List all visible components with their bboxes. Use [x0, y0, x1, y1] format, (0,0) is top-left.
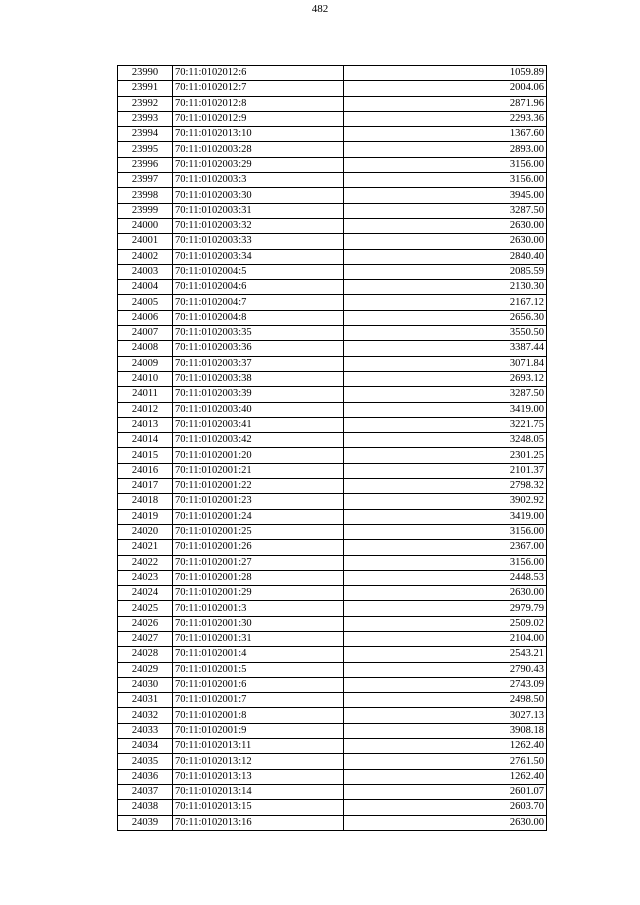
cadastral-number-cell: 70:11:0102001:21	[173, 463, 344, 478]
row-number-cell: 24036	[118, 769, 173, 784]
cadastral-number-cell: 70:11:0102001:24	[173, 509, 344, 524]
row-number-cell: 24031	[118, 693, 173, 708]
cadastral-number-cell: 70:11:0102003:3	[173, 173, 344, 188]
table-row	[118, 693, 547, 708]
table-row	[118, 769, 547, 784]
value-cell: 1262.40	[344, 769, 547, 784]
row-number-cell: 23999	[118, 203, 173, 218]
row-number-cell: 24021	[118, 540, 173, 555]
value-cell: 2790.43	[344, 662, 547, 677]
row-number-cell: 24029	[118, 662, 173, 677]
cadastral-number-cell: 70:11:0102003:32	[173, 218, 344, 233]
value-cell: 3221.75	[344, 417, 547, 432]
cadastral-number-cell: 70:11:0102001:20	[173, 448, 344, 463]
cadastral-number-cell: 70:11:0102001:30	[173, 616, 344, 631]
value-cell: 2979.79	[344, 601, 547, 616]
cadastral-number-cell: 70:11:0102003:40	[173, 402, 344, 417]
cadastral-number-cell: 70:11:0102003:41	[173, 417, 344, 432]
cadastral-number-cell: 70:11:0102001:7	[173, 693, 344, 708]
table-row	[118, 356, 547, 371]
value-cell: 2543.21	[344, 647, 547, 662]
table-row	[118, 616, 547, 631]
cadastral-number-cell: 70:11:0102013:16	[173, 815, 344, 830]
value-cell: 3287.50	[344, 203, 547, 218]
cadastral-number-cell: 70:11:0102001:6	[173, 677, 344, 692]
table-row	[118, 326, 547, 341]
row-number-cell: 24039	[118, 815, 173, 830]
table-row	[118, 280, 547, 295]
row-number-cell: 24019	[118, 509, 173, 524]
cadastral-number-cell: 70:11:0102012:9	[173, 111, 344, 126]
cadastral-number-cell: 70:11:0102013:11	[173, 739, 344, 754]
row-number-cell: 24002	[118, 249, 173, 264]
value-cell: 2743.09	[344, 677, 547, 692]
value-cell: 3419.00	[344, 402, 547, 417]
table-row	[118, 157, 547, 172]
table-row	[118, 371, 547, 386]
value-cell: 2630.00	[344, 234, 547, 249]
row-number-cell: 24026	[118, 616, 173, 631]
value-cell: 2509.02	[344, 616, 547, 631]
value-cell: 2761.50	[344, 754, 547, 769]
row-number-cell: 24037	[118, 784, 173, 799]
cadastral-number-cell: 70:11:0102013:12	[173, 754, 344, 769]
cadastral-number-cell: 70:11:0102003:36	[173, 341, 344, 356]
value-cell: 3071.84	[344, 356, 547, 371]
value-cell: 2130.30	[344, 280, 547, 295]
table-row	[118, 249, 547, 264]
cadastral-number-cell: 70:11:0102012:6	[173, 66, 344, 81]
value-cell: 3902.92	[344, 494, 547, 509]
cadastral-number-cell: 70:11:0102003:34	[173, 249, 344, 264]
value-cell: 2656.30	[344, 310, 547, 325]
value-cell: 2293.36	[344, 111, 547, 126]
table-row	[118, 203, 547, 218]
cadastral-number-cell: 70:11:0102001:29	[173, 586, 344, 601]
row-number-cell: 24007	[118, 326, 173, 341]
cadastral-number-cell: 70:11:0102003:29	[173, 157, 344, 172]
row-number-cell: 24035	[118, 754, 173, 769]
table-row	[118, 647, 547, 662]
cadastral-number-cell: 70:11:0102001:9	[173, 723, 344, 738]
row-number-cell: 24011	[118, 387, 173, 402]
cadastral-number-cell: 70:11:0102003:42	[173, 433, 344, 448]
value-cell: 2840.40	[344, 249, 547, 264]
table-row	[118, 341, 547, 356]
table-row	[118, 81, 547, 96]
row-number-cell: 24023	[118, 570, 173, 585]
table-row	[118, 111, 547, 126]
table-row	[118, 479, 547, 494]
table-row	[118, 264, 547, 279]
cadastral-number-cell: 70:11:0102001:28	[173, 570, 344, 585]
table-row	[118, 586, 547, 601]
cadastral-number-cell: 70:11:0102003:35	[173, 326, 344, 341]
value-cell: 2871.96	[344, 96, 547, 111]
table-row	[118, 723, 547, 738]
table-row	[118, 402, 547, 417]
cadastral-number-cell: 70:11:0102001:3	[173, 601, 344, 616]
value-cell: 1262.40	[344, 739, 547, 754]
table-row	[118, 815, 547, 830]
row-number-cell: 24012	[118, 402, 173, 417]
cadastral-number-cell: 70:11:0102001:5	[173, 662, 344, 677]
cadastral-number-cell: 70:11:0102013:13	[173, 769, 344, 784]
cadastral-number-cell: 70:11:0102013:10	[173, 127, 344, 142]
row-number-cell: 23998	[118, 188, 173, 203]
value-cell: 3387.44	[344, 341, 547, 356]
value-cell: 3156.00	[344, 173, 547, 188]
row-number-cell: 24027	[118, 631, 173, 646]
table-row	[118, 448, 547, 463]
row-number-cell: 24006	[118, 310, 173, 325]
table-row	[118, 96, 547, 111]
cadastral-number-cell: 70:11:0102001:23	[173, 494, 344, 509]
row-number-cell: 23993	[118, 111, 173, 126]
table-row	[118, 433, 547, 448]
table-row	[118, 494, 547, 509]
row-number-cell: 24013	[118, 417, 173, 432]
table-row	[118, 463, 547, 478]
value-cell: 3027.13	[344, 708, 547, 723]
table-row	[118, 417, 547, 432]
cadastral-number-cell: 70:11:0102001:8	[173, 708, 344, 723]
row-number-cell: 24020	[118, 524, 173, 539]
table-row	[118, 570, 547, 585]
table-row	[118, 708, 547, 723]
cadastral-number-cell: 70:11:0102003:37	[173, 356, 344, 371]
table-row	[118, 387, 547, 402]
table-row	[118, 188, 547, 203]
cadastral-number-cell: 70:11:0102003:39	[173, 387, 344, 402]
cadastral-number-cell: 70:11:0102012:7	[173, 81, 344, 96]
cadastral-number-cell: 70:11:0102013:14	[173, 784, 344, 799]
row-number-cell: 24005	[118, 295, 173, 310]
row-number-cell: 24038	[118, 800, 173, 815]
value-cell: 2167.12	[344, 295, 547, 310]
value-cell: 2693.12	[344, 371, 547, 386]
value-cell: 2101.37	[344, 463, 547, 478]
cadastral-number-cell: 70:11:0102003:33	[173, 234, 344, 249]
row-number-cell: 24022	[118, 555, 173, 570]
row-number-cell: 24028	[118, 647, 173, 662]
row-number-cell: 24000	[118, 218, 173, 233]
table-row	[118, 800, 547, 815]
row-number-cell: 24030	[118, 677, 173, 692]
page-number: 482	[311, 3, 329, 15]
row-number-cell: 24034	[118, 739, 173, 754]
value-cell: 2893.00	[344, 142, 547, 157]
registry-table	[117, 65, 547, 831]
table-row	[118, 540, 547, 555]
cadastral-number-cell: 70:11:0102004:6	[173, 280, 344, 295]
value-cell: 2085.59	[344, 264, 547, 279]
row-number-cell: 24033	[118, 723, 173, 738]
cadastral-number-cell: 70:11:0102003:38	[173, 371, 344, 386]
row-number-cell: 23996	[118, 157, 173, 172]
row-number-cell: 23990	[118, 66, 173, 81]
row-number-cell: 24004	[118, 280, 173, 295]
table-row	[118, 662, 547, 677]
value-cell: 2498.50	[344, 693, 547, 708]
value-cell: 3156.00	[344, 524, 547, 539]
value-cell: 2367.00	[344, 540, 547, 555]
value-cell: 2448.53	[344, 570, 547, 585]
value-cell: 2630.00	[344, 218, 547, 233]
table-row	[118, 784, 547, 799]
value-cell: 1059.89	[344, 66, 547, 81]
cadastral-number-cell: 70:11:0102012:8	[173, 96, 344, 111]
value-cell: 1367.60	[344, 127, 547, 142]
value-cell: 3945.00	[344, 188, 547, 203]
registry-table-body	[118, 66, 547, 831]
value-cell: 3156.00	[344, 157, 547, 172]
row-number-cell: 23997	[118, 173, 173, 188]
cadastral-number-cell: 70:11:0102001:4	[173, 647, 344, 662]
cadastral-number-cell: 70:11:0102001:22	[173, 479, 344, 494]
table-row	[118, 234, 547, 249]
value-cell: 3248.05	[344, 433, 547, 448]
cadastral-number-cell: 70:11:0102003:31	[173, 203, 344, 218]
row-number-cell: 24025	[118, 601, 173, 616]
cadastral-number-cell: 70:11:0102004:7	[173, 295, 344, 310]
table-row	[118, 509, 547, 524]
row-number-cell: 24015	[118, 448, 173, 463]
table-row	[118, 524, 547, 539]
value-cell: 2601.07	[344, 784, 547, 799]
table-row	[118, 677, 547, 692]
row-number-cell: 24016	[118, 463, 173, 478]
table-row	[118, 739, 547, 754]
row-number-cell: 23992	[118, 96, 173, 111]
row-number-cell: 24014	[118, 433, 173, 448]
table-row	[118, 142, 547, 157]
table-row	[118, 310, 547, 325]
row-number-cell: 24001	[118, 234, 173, 249]
cadastral-number-cell: 70:11:0102004:5	[173, 264, 344, 279]
row-number-cell: 24009	[118, 356, 173, 371]
value-cell: 2104.00	[344, 631, 547, 646]
row-number-cell: 24024	[118, 586, 173, 601]
table-row	[118, 631, 547, 646]
table-row	[118, 127, 547, 142]
value-cell: 2301.25	[344, 448, 547, 463]
row-number-cell: 24018	[118, 494, 173, 509]
cadastral-number-cell: 70:11:0102001:27	[173, 555, 344, 570]
cadastral-number-cell: 70:11:0102001:31	[173, 631, 344, 646]
cadastral-number-cell: 70:11:0102004:8	[173, 310, 344, 325]
value-cell: 2630.00	[344, 586, 547, 601]
table-row	[118, 218, 547, 233]
cadastral-number-cell: 70:11:0102013:15	[173, 800, 344, 815]
table-row	[118, 295, 547, 310]
row-number-cell: 23995	[118, 142, 173, 157]
value-cell: 2603.70	[344, 800, 547, 815]
row-number-cell: 24008	[118, 341, 173, 356]
table-row	[118, 754, 547, 769]
row-number-cell: 24017	[118, 479, 173, 494]
value-cell: 3550.50	[344, 326, 547, 341]
row-number-cell: 24032	[118, 708, 173, 723]
table-row	[118, 66, 547, 81]
value-cell: 3287.50	[344, 387, 547, 402]
table-row	[118, 173, 547, 188]
value-cell: 3419.00	[344, 509, 547, 524]
cadastral-number-cell: 70:11:0102001:26	[173, 540, 344, 555]
cadastral-number-cell: 70:11:0102003:30	[173, 188, 344, 203]
value-cell: 2798.32	[344, 479, 547, 494]
table-row	[118, 555, 547, 570]
value-cell: 2004.06	[344, 81, 547, 96]
table-row	[118, 601, 547, 616]
cadastral-number-cell: 70:11:0102001:25	[173, 524, 344, 539]
cadastral-number-cell: 70:11:0102003:28	[173, 142, 344, 157]
value-cell: 3908.18	[344, 723, 547, 738]
value-cell: 3156.00	[344, 555, 547, 570]
row-number-cell: 24003	[118, 264, 173, 279]
row-number-cell: 23994	[118, 127, 173, 142]
row-number-cell: 23991	[118, 81, 173, 96]
value-cell: 2630.00	[344, 815, 547, 830]
row-number-cell: 24010	[118, 371, 173, 386]
